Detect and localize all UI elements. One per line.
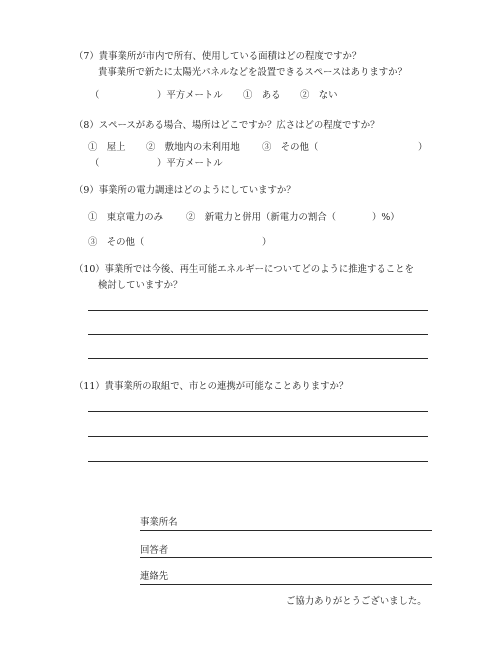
- q9-option-new-power-close: ）%）: [372, 212, 400, 223]
- respondent-field[interactable]: [140, 557, 432, 558]
- q7-option-yes[interactable]: ① ある: [243, 90, 281, 101]
- q7-question-line1: （7）貴事業所が市内で所有、使用している面積はどの程度ですか？: [74, 51, 362, 62]
- q9-option-tepco-only[interactable]: ① 東京電力のみ: [88, 212, 164, 223]
- q9-option-new-power[interactable]: ② 新電力と併用（新電力の割合（: [186, 212, 337, 223]
- q11-answer-line-1[interactable]: [88, 411, 428, 412]
- q11-question-line1: （11）貴事業所の取組で、市との連携が可能なことありますか？: [74, 381, 349, 392]
- thanks-message: ご協力ありがとうございました。: [286, 596, 427, 607]
- q7-area-open: （: [90, 90, 100, 101]
- q9-option-other[interactable]: ③ その他（: [88, 237, 145, 248]
- contact-field[interactable]: [140, 584, 432, 585]
- q8-option-other[interactable]: ③ その他（: [262, 142, 319, 153]
- q9-question-line1: （9）事業所の電力調達はどのようにしていますか？: [74, 185, 296, 196]
- q9-option-other-close: ）: [262, 237, 272, 248]
- q8-area-open: （: [90, 158, 100, 169]
- q7-area-unit: ）平方メートル: [157, 90, 223, 101]
- q10-answer-line-2[interactable]: [88, 334, 428, 335]
- respondent-label: 回答者: [140, 545, 169, 556]
- q10-answer-line-1[interactable]: [88, 310, 428, 311]
- q10-question-line1: （10）事業所では今後、再生可能エネルギーについてどのように推進することを: [74, 264, 414, 275]
- q11-answer-line-3[interactable]: [88, 461, 428, 462]
- contact-label: 連絡先: [140, 571, 169, 582]
- q11-answer-line-2[interactable]: [88, 436, 428, 437]
- q8-option-rooftop[interactable]: ① 屋上: [88, 142, 126, 153]
- q8-area-unit: ）平方メートル: [157, 158, 223, 169]
- q8-option-other-close: ）: [418, 142, 428, 153]
- q7-option-no[interactable]: ② ない: [300, 90, 338, 101]
- q8-option-unused-land[interactable]: ② 敷地内の未利用地: [146, 142, 240, 153]
- q7-question-line2: 貴事業所で新たに太陽光パネルなどを設置できるスペースはありますか？: [98, 67, 407, 78]
- q10-question-line2: 検討していますか？: [98, 280, 183, 291]
- q10-answer-line-3[interactable]: [88, 358, 428, 359]
- company-name-field[interactable]: [140, 530, 432, 531]
- q8-question-line1: （8）スペースがある場合、場所はどこですか？広さはどの程度ですか？: [74, 120, 380, 131]
- company-name-label: 事業所名: [140, 517, 178, 528]
